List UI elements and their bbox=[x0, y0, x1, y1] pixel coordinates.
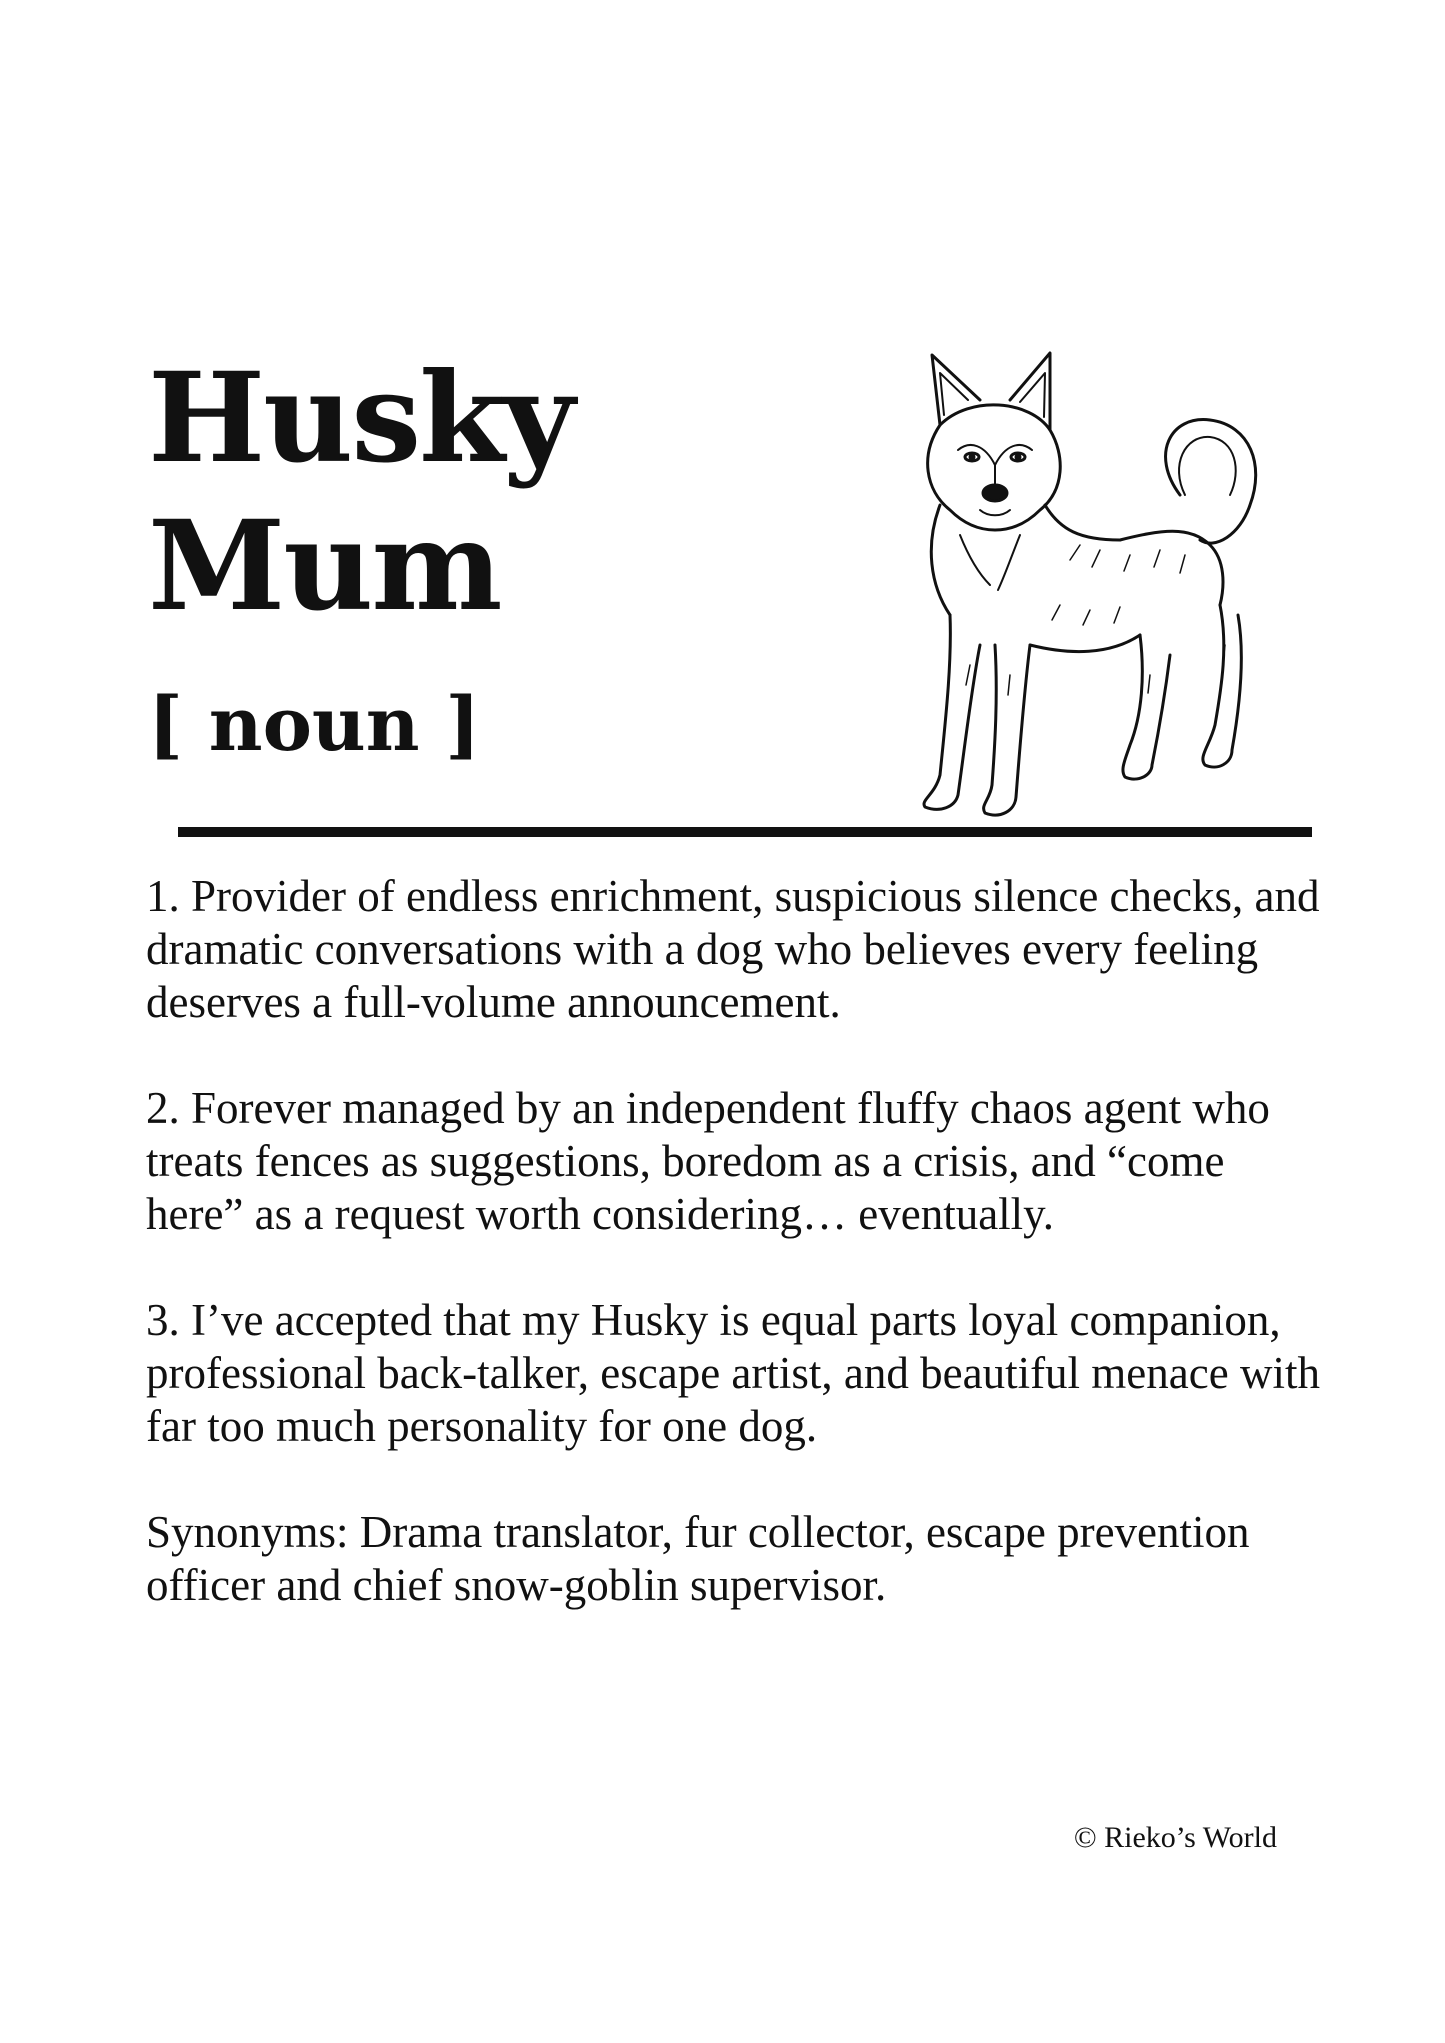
definition-3: 3. I’ve accepted that my Husky is equal parts loyal companion, professional back-talker, escape artist, and beautiful menace with far too much personality for one dog. bbox=[146, 1295, 1320, 1451]
part-of-speech: [ noun ] bbox=[148, 682, 481, 768]
husky-dog-illustration bbox=[880, 345, 1280, 825]
divider-rule bbox=[178, 827, 1312, 837]
page-title bbox=[148, 345, 573, 641]
definition-list bbox=[146, 870, 1326, 1665]
definition-2: 2. Forever managed by an independent fluffy chaos agent who treats fences as suggestions, boredom as a crisis, and “come here” as a request worth considering… eventually. bbox=[146, 1083, 1270, 1239]
synonyms: Synonyms: Drama translator, fur collector, escape prevention officer and chief snow-goblin supervisor. bbox=[146, 1507, 1250, 1610]
definition-1: 1. Provider of endless enrichment, suspicious silence checks, and dramatic conversations with a dog who believes every feeling deserves a full-volume announcement. bbox=[146, 871, 1320, 1027]
title-line-1: Husky bbox=[148, 346, 574, 491]
title-line-2: Mum bbox=[148, 494, 501, 639]
copyright-notice: © Rieko’s World bbox=[1073, 1821, 1277, 1854]
